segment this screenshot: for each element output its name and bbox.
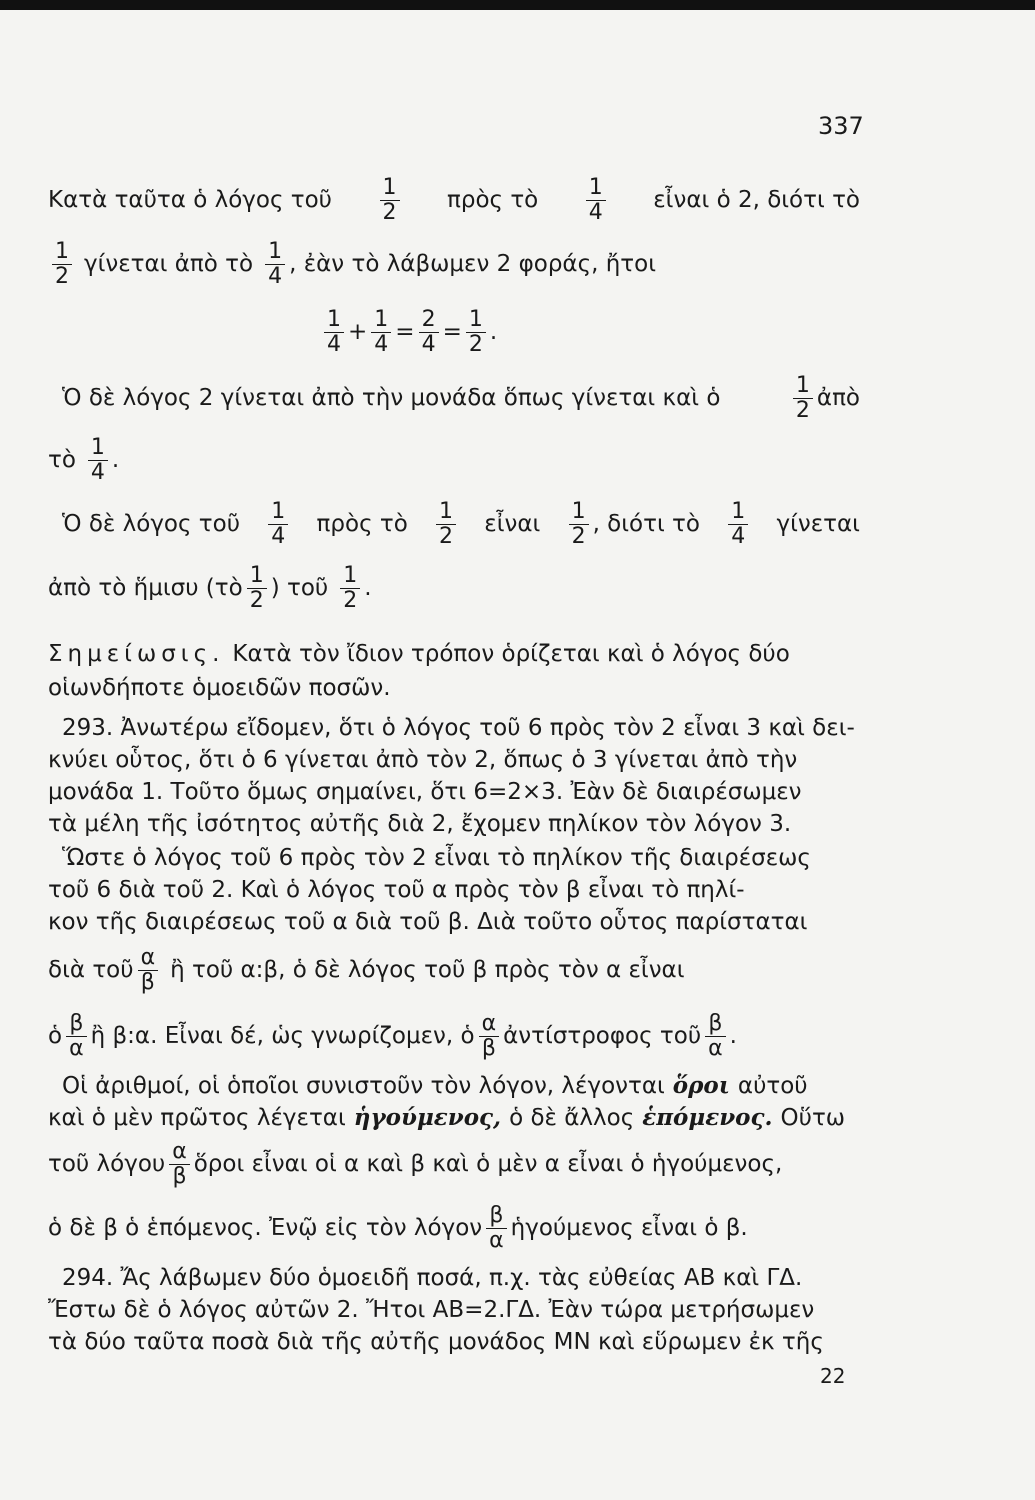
fraction: $\frac{1}{2}$ <box>793 374 813 423</box>
text-line: 293. Ἀνωτέρω εἴδομεν, ὅτι ὁ λόγος τοῦ 6 πρὸς τὸν 2 εἶναι 3 καὶ δει- <box>62 715 855 741</box>
fraction: $\frac{1}{2}$ <box>340 564 360 613</box>
text-line: τὰ δύο ταῦτα ποσὰ διὰ τῆς αὐτῆς μονάδος ΜΝ καὶ εὕρωμεν ἐκ τῆς <box>48 1329 824 1355</box>
text-line: τοῦ 6 διὰ τοῦ 2. Καὶ ὁ λόγος τοῦ α πρὸς τὸν β εἶναι τὸ πηλί- <box>48 877 745 903</box>
fraction: $\frac{1}{4}$ <box>371 308 391 357</box>
fraction: $\frac{\alpha}{\beta}$ <box>479 1012 500 1061</box>
text-line: κνύει οὗτος, ὅτι ὁ 6 γίνεται ἀπὸ τὸν 2, ὅπως ὁ 3 γίνεται ἀπὸ τὴν <box>48 747 798 773</box>
fraction: $\frac{\alpha}{\beta}$ <box>169 1140 190 1189</box>
fraction: $\frac{1}{4}$ <box>88 436 108 485</box>
fraction: $\frac{1}{2}$ <box>466 308 486 357</box>
term-italic: ὅροι <box>672 1072 730 1099</box>
text-line: ὁ $\frac{\beta}{\alpha}$ ἢ β:α. Εἶναι δέ, ὡς γνωρίζομεν, ὁ $\frac{\alpha}{\beta}$ ἀντίστροφος τοῦ $\frac{\beta}{\alpha}$ . <box>48 1010 737 1061</box>
scan-top-border <box>0 0 1035 10</box>
text-line: κον τῆς διαιρέσεως τοῦ α διὰ τοῦ β. Διὰ τοῦτο οὗτος παρίσταται <box>48 909 808 935</box>
text-line: Οἱ ἀριθμοί, οἱ ὁποῖοι συνιστοῦν τὸν λόγον, λέγονται ὅροι αὐτοῦ <box>62 1066 860 1106</box>
fraction: $\frac{1}{2}$ <box>569 500 589 549</box>
text-line: διὰ τοῦ $\frac{\alpha}{\beta}$ ἢ τοῦ α:β, ὁ δὲ λόγος τοῦ β πρὸς τὸν α εἶναι <box>48 944 685 995</box>
text-line: Ἔστω δὲ ὁ λόγος αὐτῶν 2. Ἤτοι ΑΒ=2.ΓΔ. Ἐὰν τώρα μετρήσωμεν <box>48 1297 815 1323</box>
text-line: τὰ μέλη τῆς ἰσότητος αὐτῆς διὰ 2, ἔχομεν πηλίκον τὸν λόγον 3. <box>48 811 792 837</box>
fraction: $\frac{\beta}{\alpha}$ <box>66 1012 87 1061</box>
fraction: $\frac{1}{2}$ <box>436 500 456 549</box>
text-line: ὁ δὲ β ὁ ἑπόμενος. Ἐνῷ εἰς τὸν λόγον $\frac{\beta}{\alpha}$ ἡγούμενος εἶναι ὁ β. <box>48 1202 748 1253</box>
fraction: $\frac{1}{2}$ <box>52 240 72 289</box>
text-line: Ὁ δὲ λόγος 2 γίνεται ἀπὸ τὴν μονάδα ὅπως γίνεται καὶ ὁ $\frac{1}{2}$ ἀπὸ <box>62 372 860 423</box>
fraction: $\frac{\beta}{\alpha}$ <box>705 1012 726 1061</box>
term-italic: ἡγούμενος, <box>353 1104 502 1131</box>
text-line: 294. Ἄς λάβωμεν δύο ὁμοειδῆ ποσά, π.χ. τὰς εὐθείας ΑΒ καὶ ΓΔ. <box>62 1265 803 1291</box>
text-line: ἀπὸ τὸ ἥμισυ (τὸ $\frac{1}{2}$ ) τοῦ $\frac{1}{2}$ . <box>48 562 372 613</box>
fraction: $\frac{1}{4}$ <box>728 500 748 549</box>
text-line: τοῦ λόγου $\frac{\alpha}{\beta}$ ὅροι εἶναι οἱ α καὶ β καὶ ὁ μὲν α εἶναι ὁ ἡγούμενος, <box>48 1138 783 1189</box>
fraction: $\frac{2}{4}$ <box>419 308 439 357</box>
fraction: $\frac{1}{4}$ <box>265 240 285 289</box>
term-italic: ἑπόμενος. <box>642 1104 773 1131</box>
fraction: $\frac{1}{4}$ <box>268 500 288 549</box>
note-line: οἱωνδήποτε ὁμοειδῶν ποσῶν. <box>48 675 391 701</box>
text-line: καὶ ὁ μὲν πρῶτος λέγεται ἡγούμενος, ὁ δὲ ἄλλος ἑπόμενος. Οὕτω <box>48 1098 860 1138</box>
equation: $\frac{1}{4}$ + $\frac{1}{4}$ = $\frac{2}{4}$ = $\frac{1}{2}$ . <box>320 312 620 352</box>
text-line: Ὁ δὲ λόγος τοῦ $\frac{1}{4}$ πρὸς τὸ $\frac{1}{2}$ εἶναι $\frac{1}{2}$ , διότι τὸ $\frac{1}{4}$ γίνεται <box>62 498 860 549</box>
text-line: $\frac{1}{2}$ γίνεται ἀπὸ τὸ $\frac{1}{4}$ , ἐὰν τὸ λάβωμεν 2 φοράς, ἤτοι <box>48 244 860 284</box>
note-label: Σημείωσις. <box>48 641 225 667</box>
text-line: τὸ $\frac{1}{4}$ . <box>48 434 120 485</box>
fraction: $\frac{\beta}{\alpha}$ <box>486 1204 507 1253</box>
page-number: 337 <box>818 112 864 140</box>
fraction: $\frac{1}{2}$ <box>380 176 400 225</box>
text-line: Ὥστε ὁ λόγος τοῦ 6 πρὸς τὸν 2 εἶναι τὸ πηλίκον τῆς διαιρέσεως <box>62 845 811 871</box>
fraction: $\frac{\alpha}{\beta}$ <box>138 946 159 995</box>
signature-number: 22 <box>820 1364 846 1388</box>
fraction: $\frac{1}{4}$ <box>324 308 344 357</box>
fraction: $\frac{1}{2}$ <box>247 564 267 613</box>
note-line: Σημείωσις. Κατὰ τὸν ἴδιον τρόπον ὁρίζεται καὶ ὁ λόγος δύο <box>48 634 860 674</box>
text-line: Κατὰ ταῦτα ὁ λόγος τοῦ $\frac{1}{2}$ πρὸς τὸ $\frac{1}{4}$ εἶναι ὁ 2, διότι τὸ <box>48 174 860 225</box>
text-line: μονάδα 1. Τοῦτο ὅμως σημαίνει, ὅτι 6=2×3. Ἐὰν δὲ διαιρέσωμεν <box>48 779 802 805</box>
fraction: $\frac{1}{4}$ <box>586 176 606 225</box>
